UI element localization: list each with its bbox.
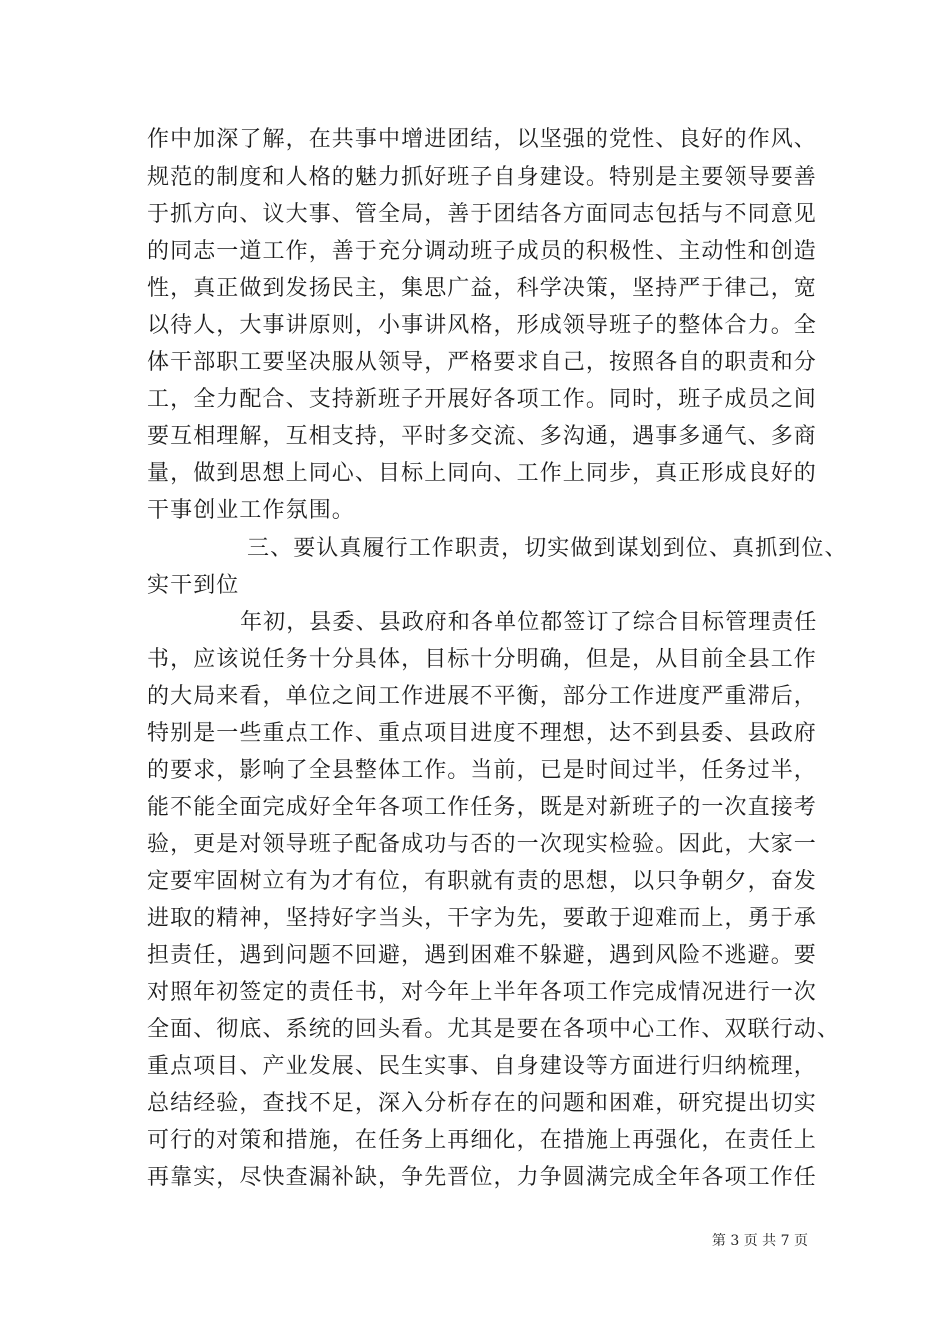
body-text-line: 担责任，遇到问题不回避，遇到困难不躲避，遇到风险不逃避。要 [147,943,817,968]
body-text-line: 工，全力配合、支持新班子开展好各项工作。同时，班子成员之间 [147,387,817,412]
body-text-line: 重点项目、产业发展、民生实事、自身建设等方面进行归纳梳理， [147,1054,817,1079]
body-text-line: 再靠实，尽快查漏补缺，争先晋位，力争圆满完成全年各项工作任 [147,1165,817,1190]
body-text-line: 于抓方向、议大事、管全局，善于团结各方面同志包括与不同意见 [147,202,817,227]
section-heading: 三、要认真履行工作职责，切实做到谋划到位、真抓到位、 [247,536,848,561]
body-text-line: 性，真正做到发扬民主，集思广益，科学决策，坚持严于律己，宽 [147,276,817,301]
body-text-line: 量，做到思想上同心、目标上同向、工作上同步，真正形成良好的 [147,461,817,486]
body-text-line: 以待人，大事讲原则，小事讲风格，形成领导班子的整体合力。全 [147,313,817,338]
body-text-line: 特别是一些重点工作、重点项目进度不理想，达不到县委、县政府 [147,721,817,746]
body-text-line: 进取的精神，坚持好字当头，干字为先，要敢于迎难而上，勇于承 [147,906,817,931]
body-text-line: 对照年初签定的责任书，对今年上半年各项工作完成情况进行一次 [147,980,817,1005]
body-text-line: 体干部职工要坚决服从领导，严格要求自己，按照各自的职责和分 [147,350,817,375]
body-text-line: 规范的制度和人格的魅力抓好班子自身建设。特别是主要领导要善 [147,165,817,190]
body-text-line: 书，应该说任务十分具体，目标十分明确，但是，从目前全县工作 [147,647,817,672]
body-text-line: 验，更是对领导班子配备成功与否的一次现实检验。因此，大家一 [147,832,817,857]
body-text-line: 年初，县委、县政府和各单位都签订了综合目标管理责任 [240,610,818,635]
body-text-line: 总结经验，查找不足，深入分析存在的问题和困难，研究提出切实 [147,1091,817,1116]
body-text-line: 作中加深了解，在共事中增进团结，以坚强的党性、良好的作风、 [147,127,817,152]
section-heading-continuation: 实干到位 [147,573,240,598]
body-text-line: 的同志一道工作，善于充分调动班子成员的积极性、主动性和创造 [147,239,817,264]
body-text-line: 的要求，影响了全县整体工作。当前，已是时间过半，任务过半， [147,758,817,783]
body-text-line: 能不能全面完成好全年各项工作任务，既是对新班子的一次直接考 [147,795,817,820]
body-text-line: 全面、彻底、系统的回头看。尤其是要在各项中心工作、双联行动、 [147,1017,841,1042]
body-text-line: 要互相理解，互相支持，平时多交流、多沟通，遇事多通气、多商 [147,424,817,449]
body-text-line: 干事创业工作氛围。 [147,498,355,523]
body-text-line: 的大局来看，单位之间工作进展不平衡，部分工作进度严重滞后， [147,684,817,709]
page-number-footer: 第 3 页 共 7 页 [711,1233,808,1249]
body-text-line: 定要牢固树立有为才有位，有职就有责的思想，以只争朝夕，奋发 [147,869,817,894]
body-text-line: 可行的对策和措施，在任务上再细化，在措施上再强化，在责任上 [147,1128,817,1153]
